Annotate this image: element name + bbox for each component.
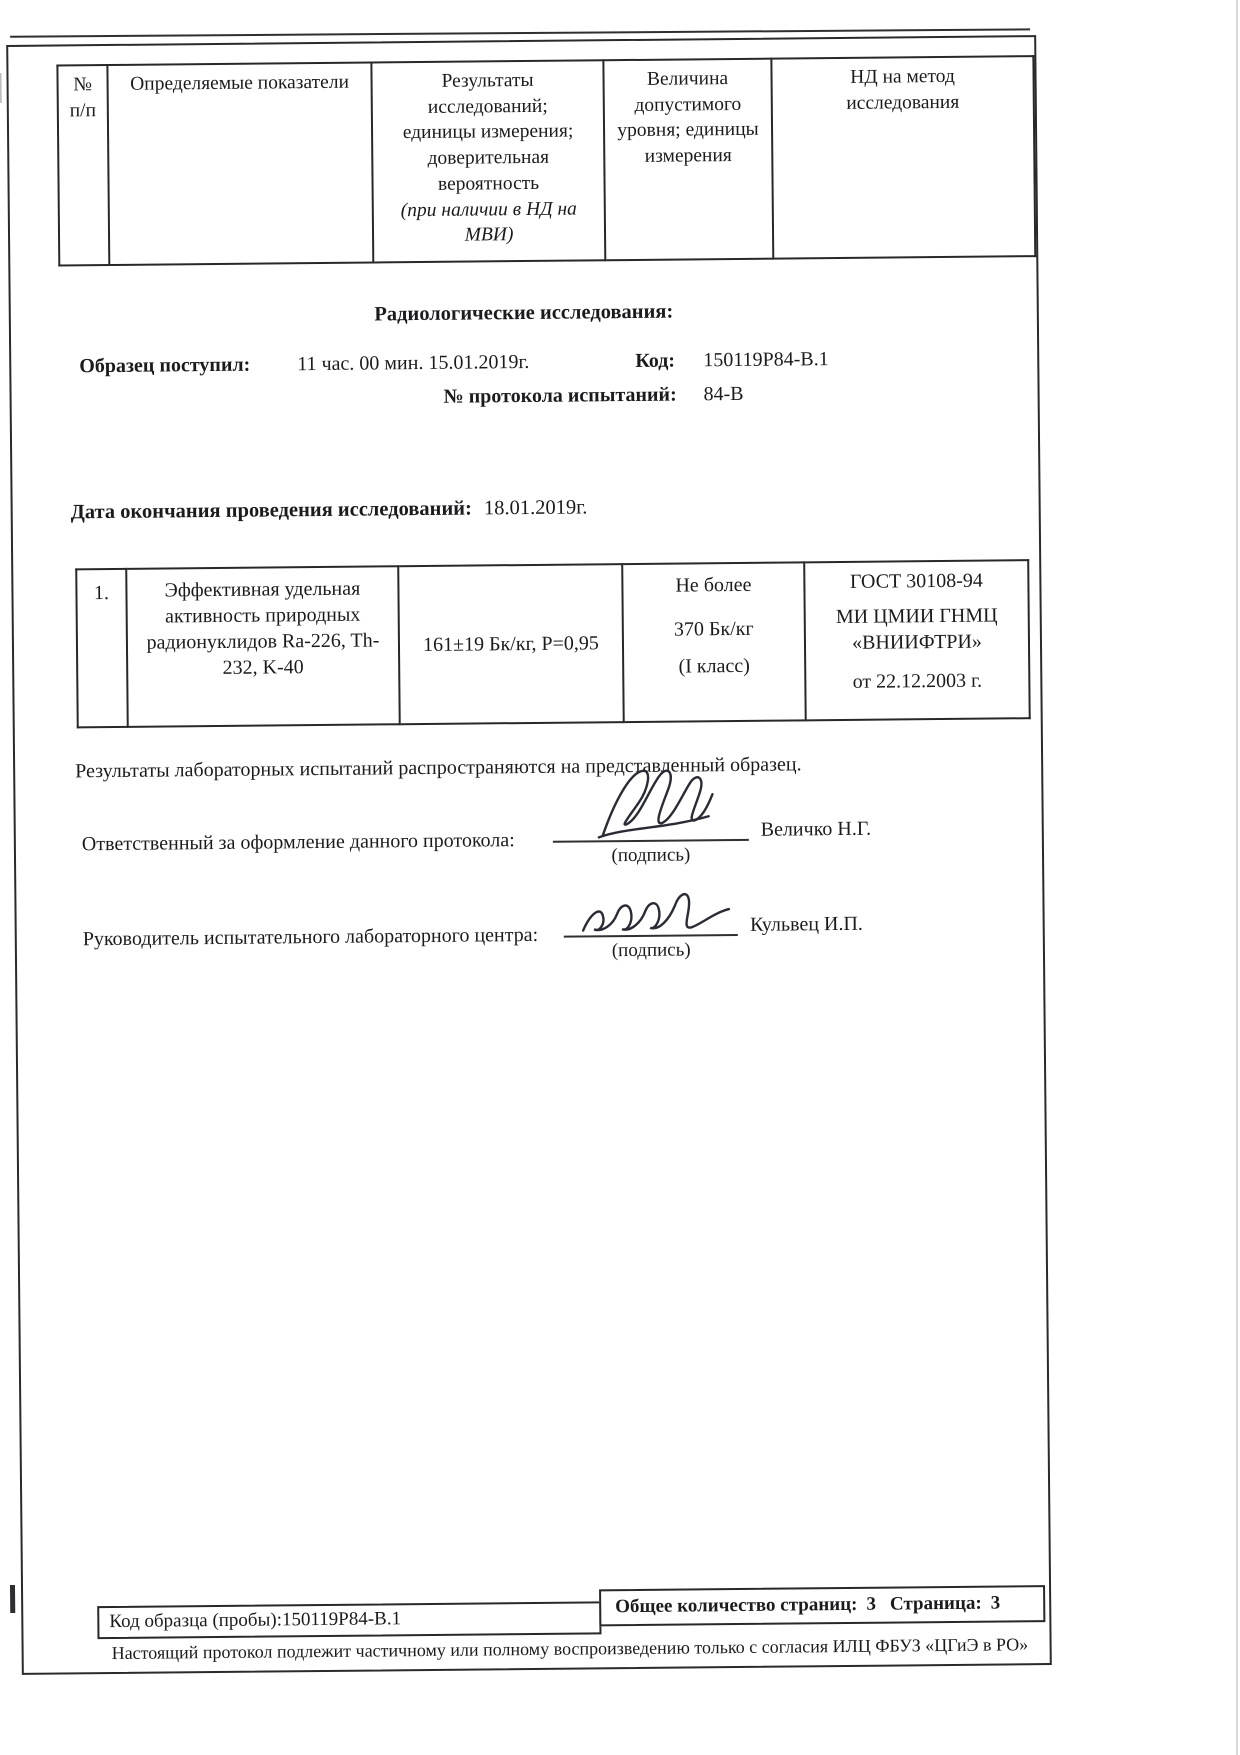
completion-date-value: 18.01.2019г.: [483, 496, 588, 520]
scan-artifact: [0, 73, 2, 103]
section-title: Радиологические исследования:: [374, 300, 674, 326]
result-value-text: 161±19 Бк/кг, Р=0,95: [422, 632, 599, 657]
signature-area: [553, 839, 749, 868]
footer-total-pages-value: 3: [866, 1593, 877, 1615]
signature-responsible-name: Величко Н.Г.: [760, 817, 872, 841]
result-cell-num: [76, 569, 128, 727]
footer-page-label: Страница:: [889, 1592, 982, 1615]
protocol-number-label: № протокола испытаний:: [443, 383, 677, 408]
method-line-3: от 22.12.2003 г.: [852, 669, 983, 693]
signature-velichko-icon: [592, 764, 719, 843]
scan-artifact: [10, 1585, 15, 1613]
result-cell-limit: [622, 562, 806, 722]
limit-line-3: (I класс): [678, 654, 750, 678]
footer-pages-cell: [599, 1585, 1045, 1626]
header-cell-indicators: [107, 62, 373, 265]
scan-content: [6, 35, 1052, 1675]
signature-row-head: [83, 911, 1043, 967]
footer-sample-code-cell: [97, 1601, 601, 1639]
footer-notice: Настоящий протокол подлежит частичному или полному воспроизведению только с согласия ИЛЦ ФБУЗ «ЦГиЭ в РО»: [111, 1634, 1029, 1664]
footer-page-number: 3: [990, 1592, 1001, 1614]
completion-date-label: Дата окончания проведения исследований:: [70, 497, 472, 524]
scan-edge: [1236, 0, 1238, 1755]
header-table: [56, 55, 1036, 266]
result-row-number: 1.: [93, 582, 110, 605]
signature-head-label: Руководитель испытательного лабораторного центра:: [82, 923, 539, 951]
results-table: [75, 559, 1030, 728]
header-table-row: [57, 56, 1035, 265]
completion-date-line: [13, 492, 1039, 525]
sample-received-value: 11 час. 00 мин. 15.01.2019г.: [297, 350, 530, 376]
method-line-2: МИ ЦМИИ ГНМЦ «ВНИИФТРИ»: [835, 604, 998, 654]
page-frame: [6, 35, 1052, 1675]
footer-row: [97, 1593, 1045, 1639]
sample-code-value: 150119Р84-В.1: [703, 348, 829, 372]
header-col-indicators-label: Определяемые показатели: [130, 71, 350, 95]
signature-responsible-label: Ответственный за оформление данного протокола:: [81, 829, 515, 856]
sample-code-label: Код:: [635, 349, 676, 372]
page-footer: [23, 1593, 1050, 1671]
header-col-results-label: Результаты исследований; единицы измерения; доверительная вероятность: [402, 69, 574, 195]
protocol-number-value: 84-В: [703, 382, 744, 406]
results-table-row: [76, 560, 1029, 727]
results-statement: Результаты лабораторных испытаний распространяются на представленный образец.: [75, 753, 802, 783]
signature-head-name: Кульвец И.П.: [749, 912, 863, 936]
result-indicator-text: Эффективная удельная активность природных радионуклидов Ra-226, Th- 232, K-40: [146, 577, 380, 679]
signature-kulvets-icon: [577, 885, 738, 943]
limit-line-2: 370 Бк/кг: [673, 617, 754, 641]
header-col-method-label: НД на метод исследования: [846, 65, 960, 114]
header-col-num-label: № п/п: [69, 74, 97, 122]
signature-row-responsible: [82, 816, 1042, 872]
header-cell-limit: [603, 59, 773, 261]
result-cell-value: [398, 564, 624, 724]
limit-line-1: Не более: [675, 573, 752, 597]
signature-caption: (подпись): [611, 844, 691, 867]
result-cell-method: [804, 560, 1030, 720]
signature-area: [564, 934, 738, 963]
footer-total-pages-label: Общее количество страниц:: [615, 1593, 858, 1618]
header-cell-num: [57, 65, 109, 265]
header-cell-method: [771, 56, 1035, 259]
header-col-results-note: (при наличии в НД на МВИ): [400, 198, 577, 246]
signature-caption: (подпись): [611, 939, 691, 962]
result-cell-indicator: [126, 566, 400, 727]
header-cell-results: [371, 60, 605, 262]
method-line-1: ГОСТ 30108-94: [849, 569, 983, 593]
header-col-limit-label: Величина допустимого уровня; единицы измерения: [617, 68, 759, 168]
sample-received-label: Образец поступил:: [79, 353, 251, 378]
footer-sample-code: Код образца (пробы):150119Р84-В.1: [109, 1608, 402, 1633]
